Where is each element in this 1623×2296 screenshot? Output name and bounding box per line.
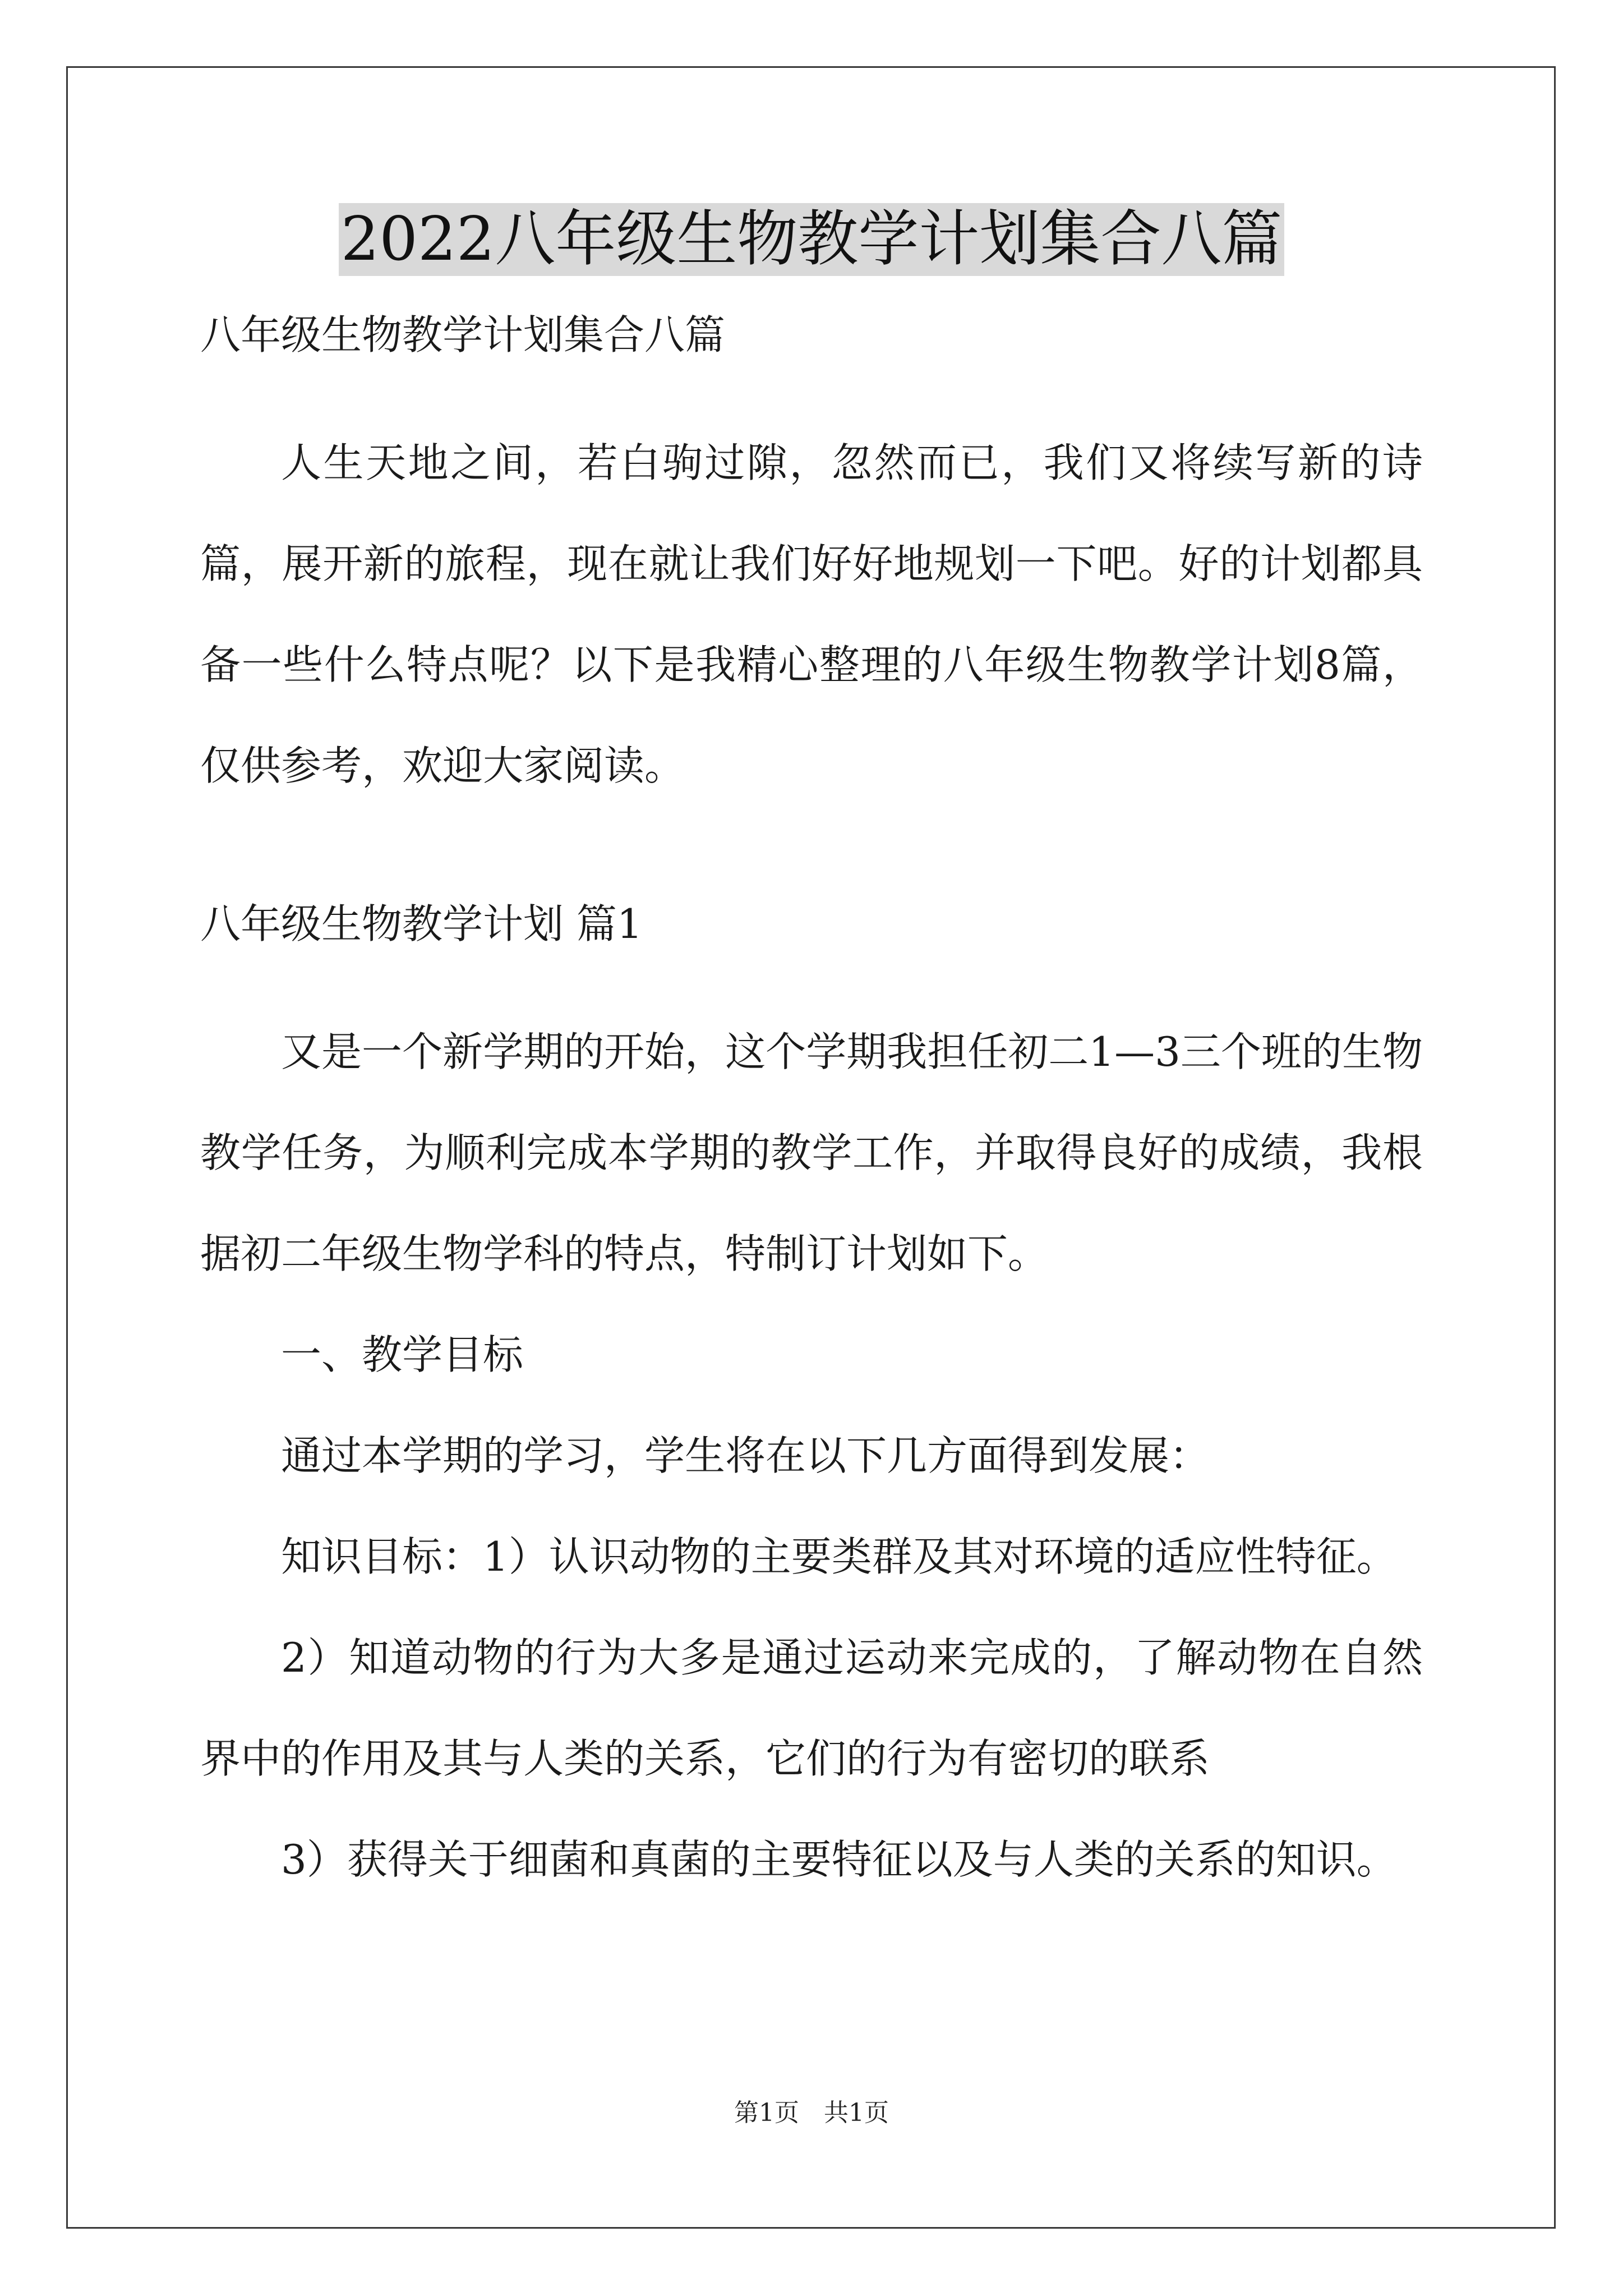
document-subtitle: 八年级生物教学计划集合八篇 bbox=[200, 311, 726, 358]
knowledge-goal-2: 2）知道动物的行为大多是通过运动来完成的，了解动物在自然界中的作用及其与人类的关系，它们的行为有密切的联系 bbox=[200, 1634, 1423, 1782]
document-title: 2022八年级生物教学计划集合八篇 bbox=[339, 203, 1285, 276]
intro-paragraph: 人生天地之间，若白驹过隙，忽然而已，我们又将续写新的诗篇，展开新的旅程，现在就让我们好好地规划一下吧。好的计划都具备一些什么特点呢？以下是我精心整理的八年级生物教学计划8篇，仅供参考，欢迎大家阅读。 bbox=[200, 439, 1423, 789]
spacer bbox=[200, 816, 1423, 900]
document-body bbox=[200, 311, 1423, 1910]
knowledge-goal-3: 3）获得关于细菌和真菌的主要特征以及与人类的关系的知识。 bbox=[281, 1836, 1397, 1883]
goal-intro: 通过本学期的学习，学生将在以下几方面得到发展： bbox=[281, 1432, 1210, 1479]
section-intro-paragraph: 又是一个新学期的开始，这个学期我担任初二1—3三个班的生物教学任务，为顺利完成本学期的教学工作，并取得良好的成绩，我根据初二年级生物学科的特点，特制订计划如下。 bbox=[200, 1028, 1423, 1277]
knowledge-goal-1: 知识目标：1）认识动物的主要类群及其对环境的适应性特征。 bbox=[281, 1533, 1397, 1580]
section-heading: 八年级生物教学计划 篇1 bbox=[200, 900, 643, 947]
goal-heading: 一、教学目标 bbox=[281, 1331, 524, 1378]
title-container bbox=[0, 203, 1623, 276]
page-footer: 第1页 共1页 bbox=[734, 2099, 889, 2127]
